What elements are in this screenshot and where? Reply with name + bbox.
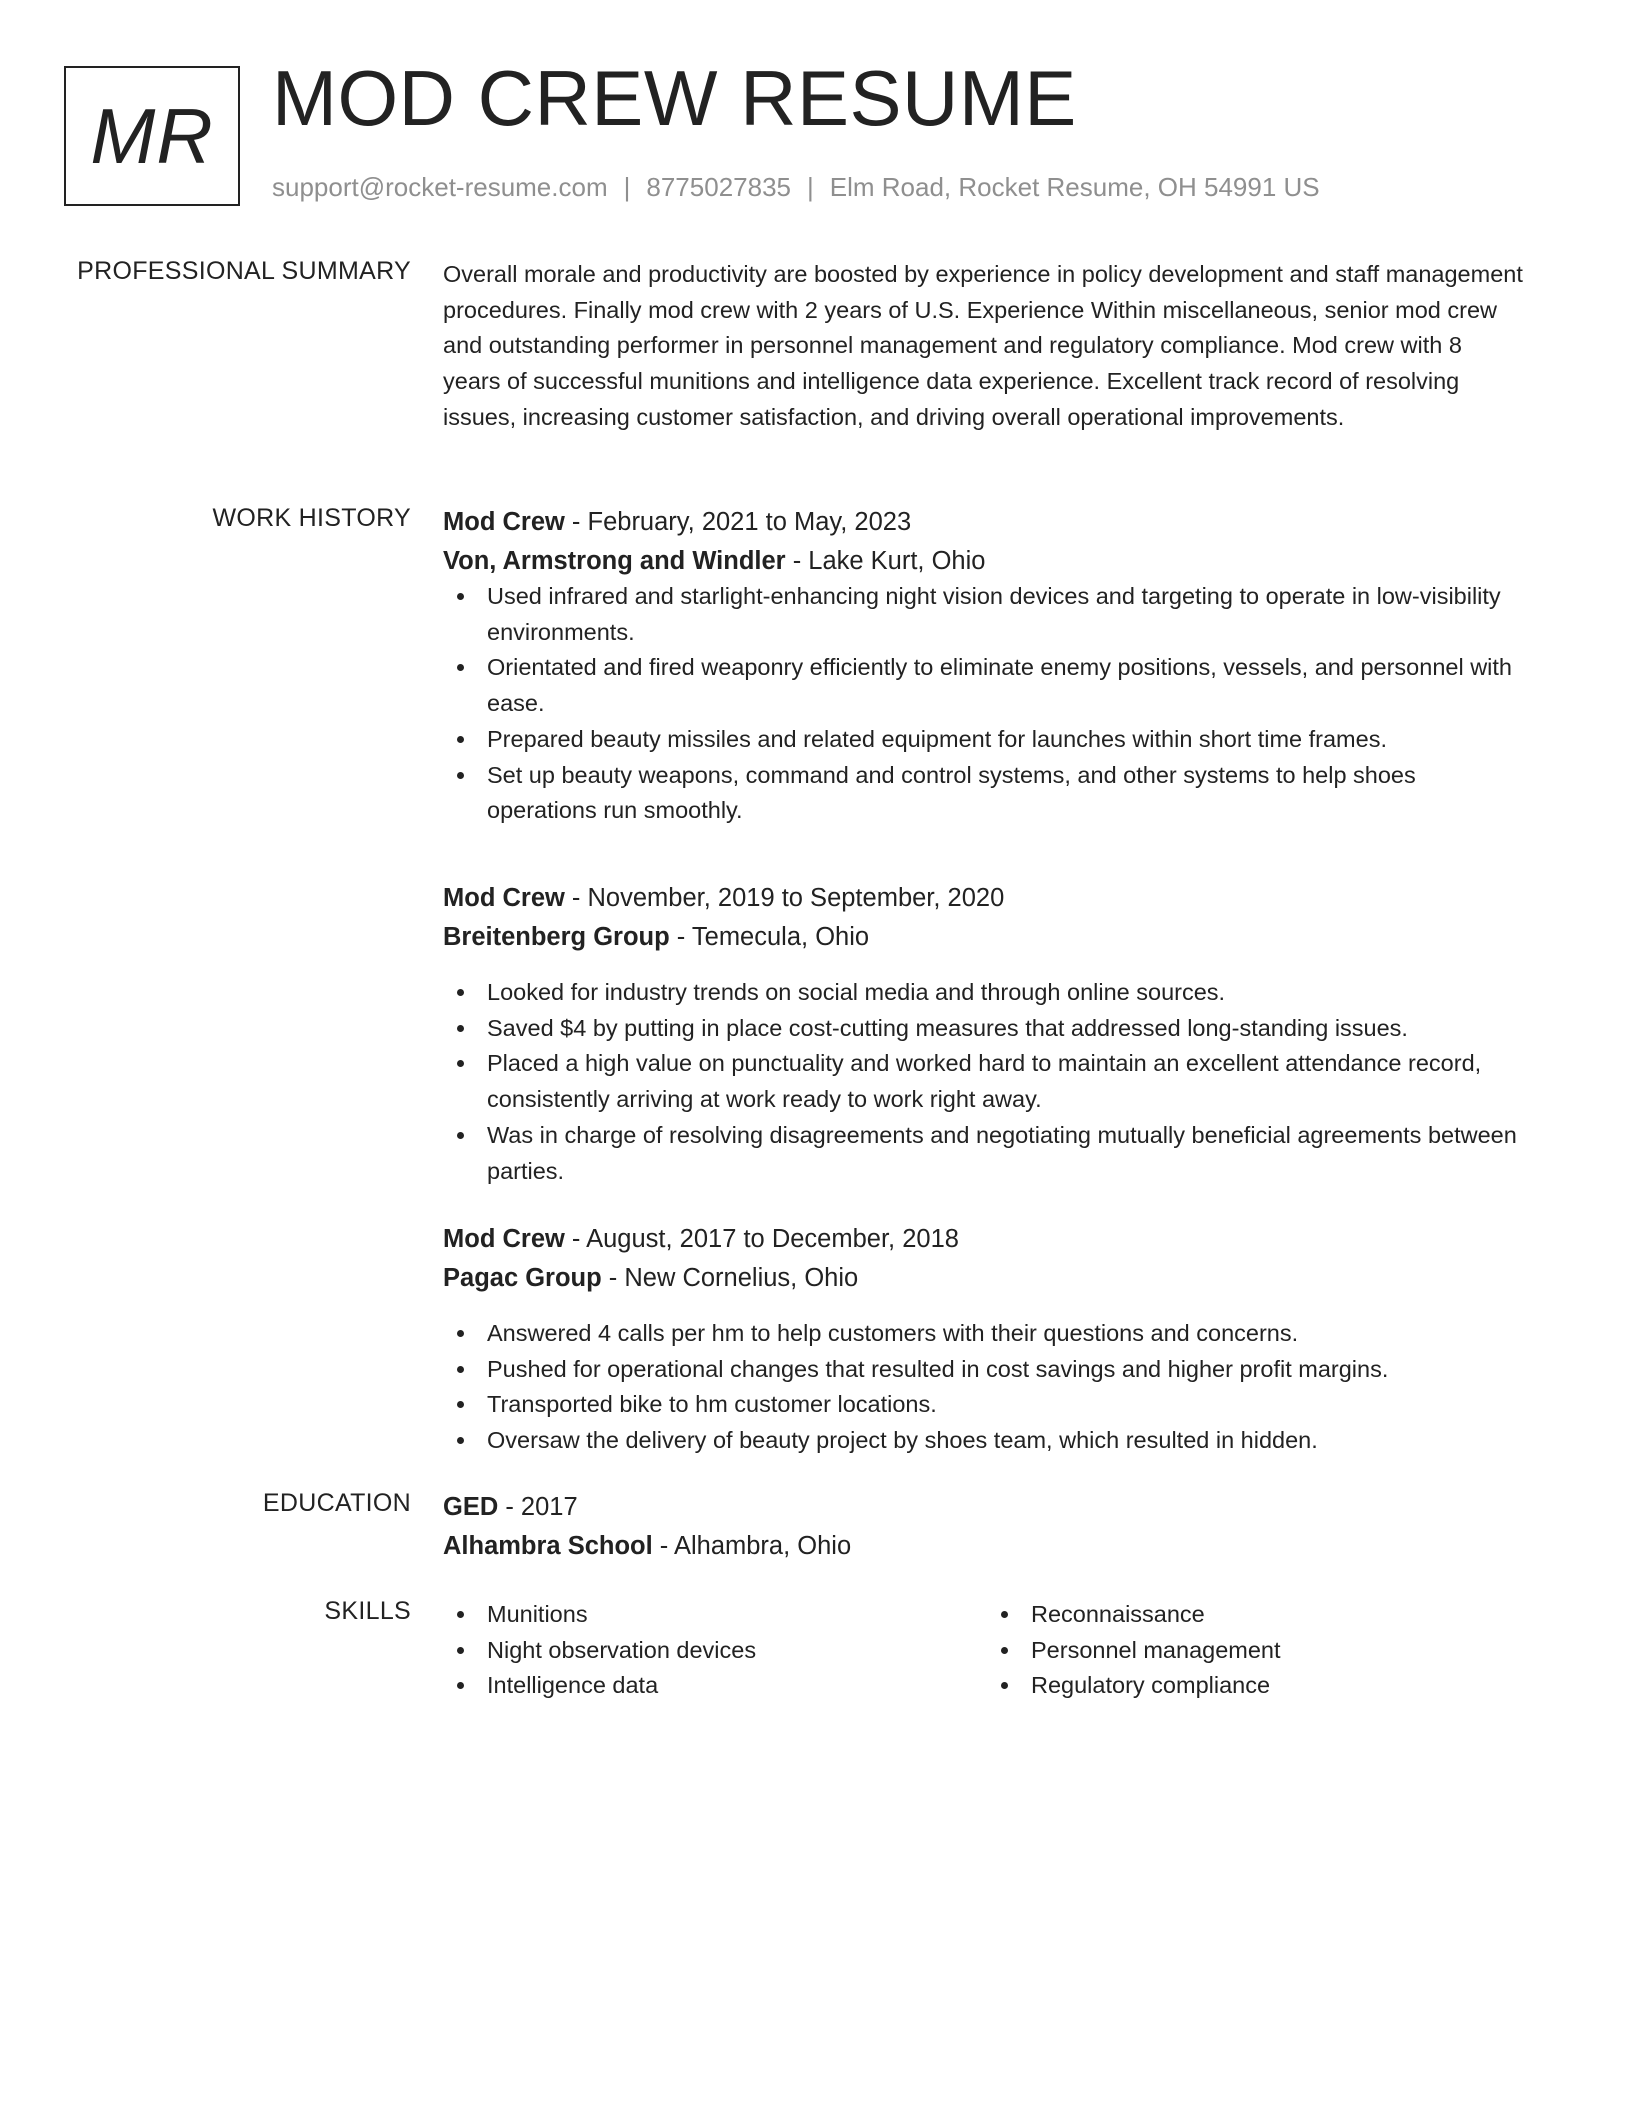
skill-text: Personnel management (1031, 1636, 1281, 1663)
bullet-text: Looked for industry trends on social media and through online sources. (487, 979, 1226, 1005)
list-item (443, 975, 1525, 1011)
contact-separator: | (807, 172, 814, 202)
list-item (443, 1118, 1525, 1189)
list-item (443, 1387, 1525, 1423)
job-company: Breitenberg Group (443, 923, 670, 951)
bullet-text: Transported bike to hm customer locations. (487, 1391, 937, 1418)
job-title-line (443, 504, 1525, 540)
skill-text: Night observation devices (487, 1636, 757, 1663)
education-degree: GED (443, 1493, 499, 1521)
bullet-dot (457, 664, 464, 671)
bullet-dot (457, 1132, 464, 1139)
monogram-initials: MR (90, 91, 214, 180)
bullet-text: Was in charge of resolving disagreements and negotiating mutually beneficial agreements between parties. (487, 1121, 1517, 1184)
bullet-text: Oversaw the delivery of beauty project by shoes team, which resulted in hidden. (487, 1427, 1318, 1454)
list-item (443, 1668, 963, 1704)
bullet-text: Placed a high value on punctuality and worked hard to maintain an excellent attendance record, consistently arriving at work ready to work right away. (487, 1050, 1482, 1113)
summary-text: Overall morale and productivity are boosted by experience in policy development and staff management procedures. Finally mod crew with 2 years of U.S. Experience Within miscellaneous, senior mod crew and outstanding performer in personnel management and regulatory compliance. Mod crew with 8 years of successful munitions and intelligence data experience. Excellent track record of resolving issues, increasing customer satisfaction, and driving overall operational improvements. (443, 261, 1523, 430)
section-title-work-history: WORK HISTORY (212, 504, 411, 532)
section-title-summary: PROFESSIONAL SUMMARY (77, 257, 411, 285)
contact-email: support@rocket-resume.com (272, 172, 608, 202)
bullet-text: Pushed for operational changes that resulted in cost savings and higher profit margins. (487, 1355, 1389, 1382)
bullet-dot (457, 772, 464, 779)
skills-list-right (987, 1597, 1507, 1704)
list-item (443, 1597, 963, 1633)
list-item (443, 1011, 1525, 1047)
bullet-dot (457, 1682, 464, 1689)
bullet-dot (457, 989, 464, 996)
bullet-dot (457, 1330, 464, 1337)
job-title-line (443, 1221, 1525, 1257)
bullet-text: Orientated and fired weaponry efficiently to eliminate enemy positions, vessels, and personnel with ease. (487, 654, 1512, 717)
contact-address: Elm Road, Rocket Resume, OH 54991 US (829, 172, 1320, 202)
skill-text: Regulatory compliance (1031, 1672, 1271, 1699)
bullet-dot (457, 1060, 464, 1067)
education-year: - 2017 (498, 1493, 578, 1521)
bullet-dot (457, 1611, 464, 1618)
job-role: Mod Crew (443, 1225, 565, 1253)
bullet-dot (1001, 1682, 1008, 1689)
bullet-dot (457, 1401, 464, 1408)
list-item (443, 1423, 1525, 1459)
bullet-dot (1001, 1611, 1008, 1618)
contact-phone: 8775027835 (646, 172, 791, 202)
job-dates: - February, 2021 to May, 2023 (564, 508, 912, 536)
education-school-line (443, 1528, 1525, 1564)
bullet-dot (457, 736, 464, 743)
list-item (987, 1633, 1507, 1669)
bullet-text: Set up beauty weapons, command and control systems, and other systems to help shoes operations run smoothly. (487, 761, 1416, 824)
job-role: Mod Crew (443, 884, 565, 912)
job-location: - New Cornelius, Ohio (601, 1264, 859, 1292)
job-dates: - August, 2017 to December, 2018 (564, 1225, 959, 1253)
job-location: - Lake Kurt, Ohio (785, 547, 986, 575)
job-bullets (443, 975, 1525, 1189)
list-item (987, 1668, 1507, 1704)
bullet-text: Prepared beauty missiles and related equipment for launches within short time frames. (487, 725, 1387, 752)
education-location: - Alhambra, Ohio (652, 1532, 852, 1560)
education-school: Alhambra School (443, 1532, 653, 1560)
bullet-dot (457, 1647, 464, 1654)
job-location: - Temecula, Ohio (669, 923, 870, 951)
job-company: Pagac Group (443, 1264, 602, 1292)
job-bullets (443, 1316, 1525, 1459)
bullet-dot (457, 1366, 464, 1373)
resume-title: MOD CREW RESUME (272, 54, 1077, 142)
list-item (443, 758, 1525, 829)
bullet-text: Used infrared and starlight-enhancing night vision devices and targeting to operate in low-visibility environments. (487, 583, 1501, 645)
job-bullets (443, 579, 1525, 829)
job-company-line (443, 543, 1525, 579)
job-dates: - November, 2019 to September, 2020 (564, 884, 1005, 912)
section-title-education: EDUCATION (262, 1489, 411, 1517)
job-title-line (443, 880, 1525, 916)
list-item (443, 1316, 1525, 1352)
skill-text: Munitions (487, 1601, 588, 1627)
skill-text: Intelligence data (487, 1672, 659, 1699)
bullet-dot (457, 1437, 464, 1444)
list-item (443, 1352, 1525, 1388)
bullet-dot (457, 1025, 464, 1032)
job-company-line (443, 919, 1525, 955)
list-item (443, 650, 1525, 721)
list-item (987, 1597, 1507, 1633)
job-company: Von, Armstrong and Windler (443, 547, 786, 575)
job-role: Mod Crew (443, 508, 565, 536)
bullet-dot (1001, 1647, 1008, 1654)
list-item (443, 1046, 1525, 1117)
bullet-dot (457, 593, 464, 600)
list-item (443, 579, 1525, 650)
education-degree-line (443, 1489, 1525, 1525)
skill-text: Reconnaissance (1031, 1601, 1205, 1627)
bullet-text: Answered 4 calls per hm to help customers with their questions and concerns. (487, 1320, 1299, 1346)
bullet-text: Saved $4 by putting in place cost-cutting measures that addressed long-standing issues. (487, 1014, 1408, 1041)
section-title-skills: SKILLS (324, 1597, 411, 1625)
job-company-line (443, 1260, 1525, 1296)
skills-list-left (443, 1597, 963, 1704)
list-item (443, 1633, 963, 1669)
list-item (443, 722, 1525, 758)
contact-separator: | (623, 172, 631, 202)
monogram-box (64, 66, 240, 206)
contact-line (272, 172, 1320, 203)
